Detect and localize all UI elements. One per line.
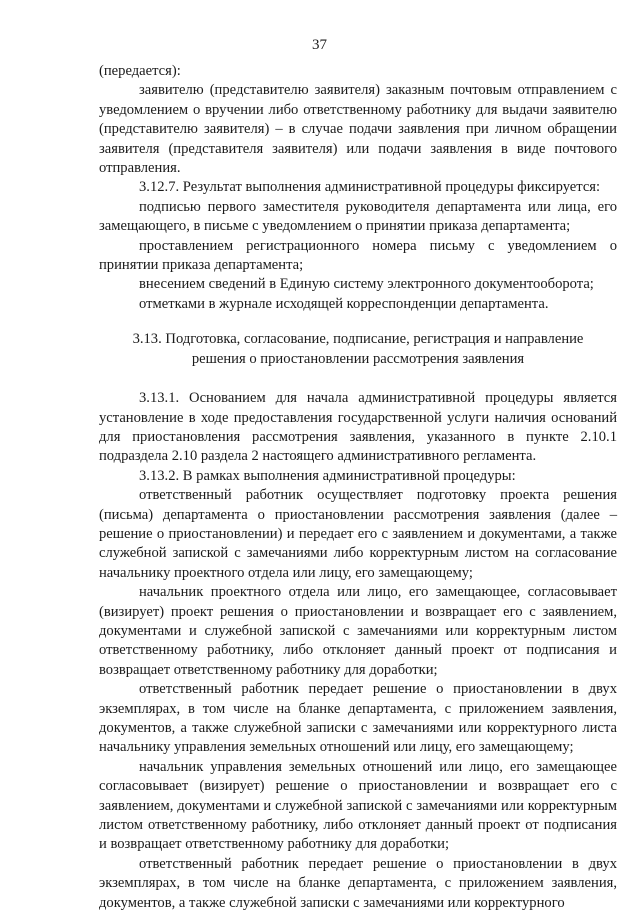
paragraph: (передается): (99, 63, 181, 79)
paragraph: 3.13.1. Основанием для начала административной процедуры является установление в ходе предоставления государственной услуги наличия оснований для приостановления рассмотрения заявления, указанного в пункте 2.10.1 подраздела 2.10 раздела 2 настоящего административного регламента. (99, 390, 617, 465)
paragraph: заявителю (представителю заявителя) заказным почтовым отправлением с уведомлением о вручении либо ответственному работнику для выдачи заявителю (представителю заявителя) – в случае подачи заявления при личном обращении заявителя (представителя заявителя) или подачи заявления в виде почтового отправления. (99, 82, 617, 177)
paragraph: отметками в журнале исходящей корреспонденции департамента. (139, 295, 549, 312)
paragraph: проставлением регистрационного номера письму с уведомлением о принятии приказа департамента; (99, 237, 617, 274)
paragraph: 3.12.7. Результат выполнения административной процедуры фиксируется: (139, 179, 601, 196)
paragraph: 3.13.2. В рамках выполнения административной процедуры: (139, 467, 516, 484)
page-number: 37 (312, 37, 327, 53)
paragraph: ответственный работник передает решение о приостановлении в двух экземплярах, в том числе на бланке департамента, с приложением заявления, документов, а также служебной записки с замечаниями или корректурного листа начальнику управления земельных отношений или лицу, его замещающему; (99, 681, 617, 756)
paragraph: начальник управления земельных отношений или лицо, его замещающее согласовывает (визирует) решение о приостановлении и возвращает его с заявлением, документами и служебной запиской с замечаниями или корректурным листом ответственному работнику, либо отклоняет данный проект от подписания и возвращает ответственному работнику для доработки; (99, 758, 617, 853)
document-body (99, 62, 617, 913)
paragraph: ответственный работник осуществляет подготовку проекта решения (письма) департамента о приостановлении рассмотрения заявления (далее – решение о приостановлении) и передает его с заявлением и документами, а также служебной запиской с замечаниями либо корректурным листом на согласование начальнику проектного отдела или лицу, его замещающему; (99, 487, 617, 581)
paragraph: подписью первого заместителя руководителя департамента или лица, его замещающего, в письме с уведомлением о принятии приказа департамента; (99, 198, 617, 235)
section-heading-line: решения о приостановлении рассмотрения заявления (191, 350, 525, 367)
section-heading-line: 3.13. Подготовка, согласование, подписание, регистрация и направление (132, 331, 584, 348)
paragraph: начальник проектного отдела или лицо, его замещающее, согласовывает (визирует) проект решения о приостановлении и возвращает его с заявлением, документами и служебной запиской с замечаниями или корректурным листом ответственному работнику, либо отклоняет данный проект от подписания и возвращает ответственному работнику для доработки; (99, 584, 617, 678)
paragraph: внесением сведений в Единую систему электронного документооборота; (139, 276, 594, 293)
section-heading (99, 330, 617, 369)
paragraph: ответственный работник передает решение о приостановлении в двух экземплярах, в том числе на бланке департамента, с приложением заявления, документов, а также служебной записки с замечаниями или корректурного (99, 855, 617, 911)
